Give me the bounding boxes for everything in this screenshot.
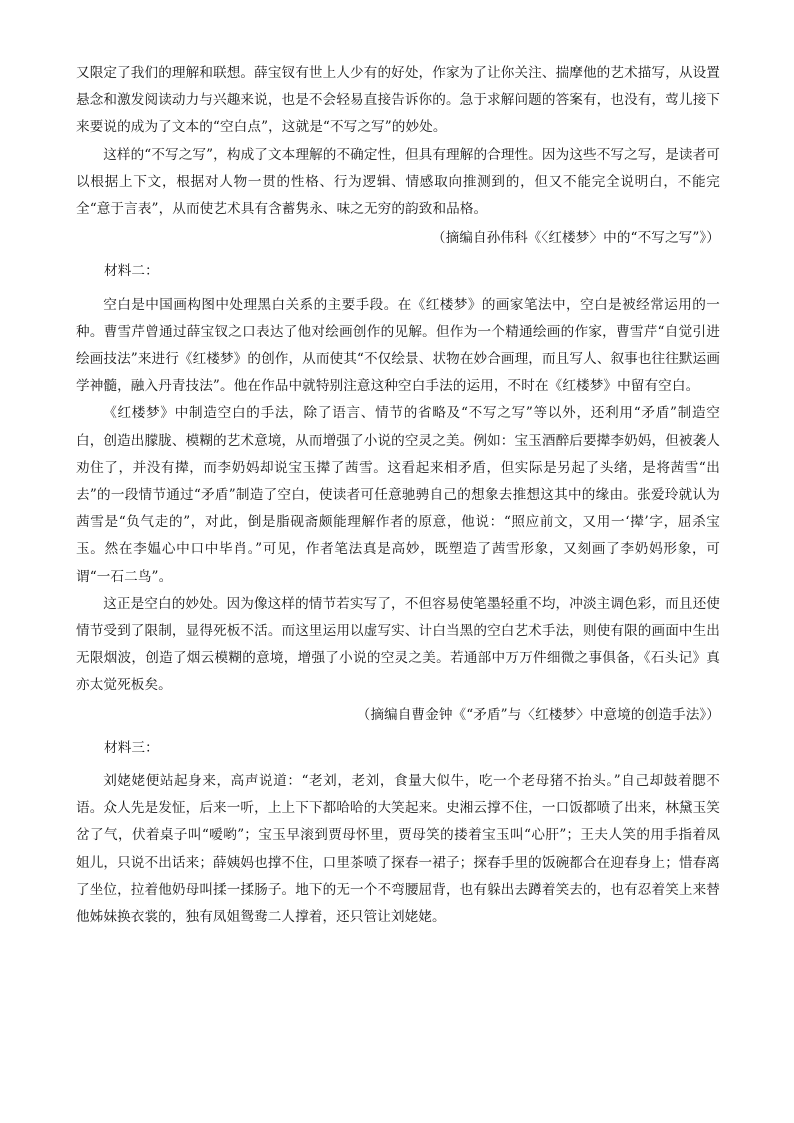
material2-label: 材料二：: [104, 263, 159, 280]
material1-paragraph-2: 这样的“不写之写”，构成了文本理解的不确定性，但具有理解的合理性。因为这些不写之写，是读者可以根据上下文，根据对人物一贯的性格、行为逻辑、情感取向推测到的，但又不能完全说明白，不能完全“意于言表”，从而使艺术具有含蓄隽永、味之无穷的韵致和品格。: [76, 146, 720, 218]
material2-source: （摘编自曹金钟《“矛盾”与〈红楼梦〉中意境的创造手法》）: [356, 706, 720, 723]
material2-paragraph-1: 空白是中国画构图中处理黑白关系的主要手段。在《红楼梦》的画家笔法中，空白是被经常运用的一种。曹雪芹曾通过薛宝钗之口表达了他对绘画创作的见解。但作为一个精通绘画的作家，曹雪芹“自觉引进绘画技法”来进行《红楼梦》的创作，从而使其“不仅绘景、状物在妙合画理，而且写人、叙事也往往默运画学神髓，融入丹青技法”。他在作品中就特别注意这种空白手法的运用，不时在《红楼梦》中留有空白。: [76, 296, 721, 395]
material3-paragraph-1: 刘姥姥便站起身来，高声说道：“老刘，老刘，食量大似牛，吃一个老母猪不抬头。”自己却鼓着腮不语。众人先是发怔，后来一听，上上下下都哈哈的大笑起来。史湘云撑不住，一口饭都喷了出来，林黛玉笑岔了气，伏着桌子叫“嗳哟”；宝玉早滚到贾母怀里，贾母笑的搂着宝玉叫“心肝”；王夫人笑的用手指着凤姐儿，只说不出话来；薛姨妈也撑不住，口里茶喷了探春一裙子；探春手里的饭碗都合在迎春身上；惜春离了坐位，拉着他奶母叫揉一揉肠子。地下的无一个不弯腰屈背，也有躲出去蹲着笑去的，也有忍着笑上来替他姊妹换衣裳的，独有凤姐鸳鸯二人撑着，还只管让刘姥姥。: [76, 773, 720, 926]
material1-source: （摘编自孙伟科《〈红楼梦〉中的“不写之写”》）: [431, 230, 720, 247]
document-body: [76, 60, 720, 931]
material1-continued-paragraph: 又限定了我们的理解和联想。薛宝钗有世上人少有的好处，作家为了让你关注、揣摩他的艺术描写，从设置悬念和激发阅读动力与兴趣来说，也是不会轻易直接告诉你的。急于求解问题的答案有，也没有，莺儿接下来要说的成为了文本的“空白点”，这就是“不写之写”的妙处。: [76, 65, 720, 136]
material3-label: 材料三：: [104, 739, 159, 756]
material2-paragraph-3: 这正是空白的妙处。因为像这样的情节若实写了，不但容易使笔墨轻重不均，冲淡主调色彩，而且还使情节受到了限制，显得死板不活。而这里运用以虚写实、计白当黑的空白艺术手法，则使有限的画面中生出无限烟波，创造了烟云模糊的意境，增强了小说的空灵之美。若通部中万万件细微之事俱备，《石头记》真亦太觉死板矣。: [76, 595, 720, 694]
material2-paragraph-2: 《红楼梦》中制造空白的手法，除了语言、情节的省略及“不写之写”等以外，还利用“矛盾”制造空白，创造出朦胧、模糊的艺术意境，从而增强了小说的空灵之美。例如：宝玉酒醉后要撵李奶妈，但被袭人劝住了，并没有撵，而李奶妈却说宝玉撵了茜雪。这看起来相矛盾，但实际是另起了头绪，是将茜雪“出去”的一段情节通过“矛盾”制造了空白，使读者可任意驰骋自己的想象去推想这其中的缘由。张爱玲就认为茜雪是“负气走的”，对此，倒是脂砚斋颇能理解作者的原意，他说：“照应前文，又用一‘撵’字，屈杀宝玉。然在李媪心中口中毕肖。”可见，作者笔法真是高妙，既塑造了茜雪形象，又刻画了李奶妈形象，可谓“一石二鸟”。: [76, 405, 720, 585]
